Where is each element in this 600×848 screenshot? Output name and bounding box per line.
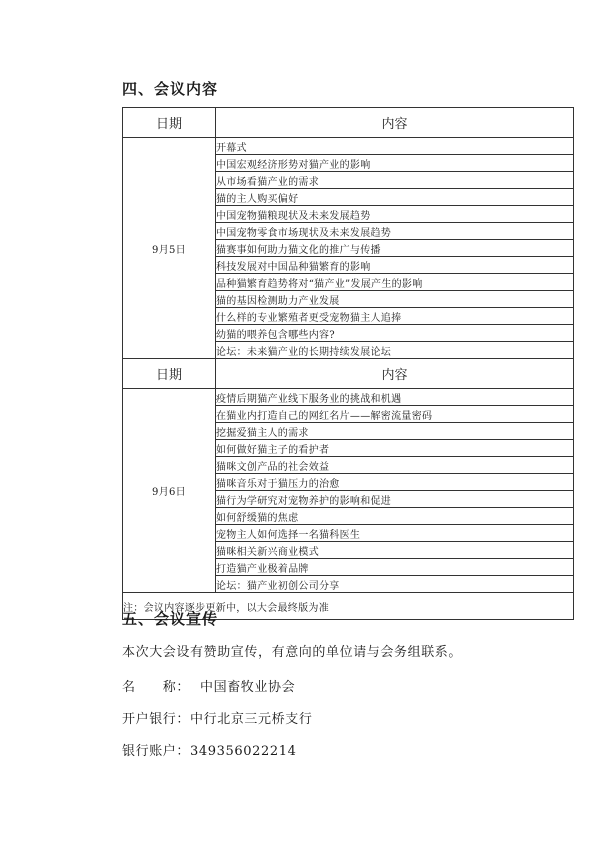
org-name-value: 中国畜牧业协会 [200,680,296,695]
org-name-label: 名 称： [122,680,191,695]
header-content: 内容 [216,108,574,138]
agenda-item: 猫行为学研究对宠物养护的影响和促进 [216,491,574,508]
agenda-item: 开幕式 [216,138,574,155]
agenda-item: 猫赛事如何助力猫文化的推广与传播 [216,240,574,257]
header-date: 日期 [123,108,216,138]
agenda-item: 猫的基因检测助力产业发展 [216,291,574,308]
agenda-item: 如何舒缓猫的焦虑 [216,508,574,525]
agenda-item: 中国宠物零食市场现状及未来发展趋势 [216,223,574,240]
header-content: 内容 [216,359,574,389]
agenda-item: 如何做好猫主子的看护者 [216,440,574,457]
bank-value: 中行北京三元桥支行 [190,712,313,727]
agenda-item: 品种猫繁育趋势将对“猫产业”发展产生的影响 [216,274,574,291]
agenda-item: 挖掘爱猫主人的需求 [216,423,574,440]
sponsor-intro: 本次大会设有赞助宣传，有意向的单位请与会务组联系。 [122,645,463,660]
agenda-item: 中国宠物猫粮现状及未来发展趋势 [216,206,574,223]
agenda-item: 论坛：未来猫产业的长期持续发展论坛 [216,342,574,359]
agenda-item: 疫情后期猫产业线下服务业的挑战和机遇 [216,389,574,406]
agenda-item: 猫咪音乐对于猫压力的治愈 [216,474,574,491]
agenda-item: 幼猫的喂养包含哪些内容? [216,325,574,342]
agenda-item: 猫的主人购买偏好 [216,189,574,206]
agenda-item: 从市场看猫产业的需求 [216,172,574,189]
account-value: 349356022214 [190,744,297,759]
table-row [123,138,574,155]
org-name-line [122,676,295,695]
agenda-item: 科技发展对中国品种猫繁育的影响 [216,257,574,274]
section-4-title: 四、会议内容 [122,80,219,98]
agenda-item: 论坛：猫产业初创公司分享 [216,576,574,593]
table-row [123,389,574,406]
bank-label: 开户银行： [122,712,191,727]
schedule-table [122,107,574,620]
account-line [122,740,296,759]
agenda-item: 猫咪相关新兴商业模式 [216,542,574,559]
section-5-title: 五、会议宣传 [122,610,219,628]
agenda-item: 打造猫产业极着品牌 [216,559,574,576]
agenda-item: 在猫业内打造自己的网红名片——解密流量密码 [216,406,574,423]
date-cell-day2: 9月6日 [123,389,216,593]
date-cell-day1: 9月5日 [123,138,216,359]
table-header-row [123,359,574,389]
table-header-row [123,108,574,138]
agenda-item: 宠物主人如何选择一名猫科医生 [216,525,574,542]
account-label: 银行账户： [122,744,191,759]
agenda-item: 什么样的专业繁殖者更受宠物猫主人追捧 [216,308,574,325]
agenda-item: 中国宏观经济形势对猫产业的影响 [216,155,574,172]
bank-line [122,708,312,727]
header-date: 日期 [123,359,216,389]
agenda-item: 猫咪文创产品的社会效益 [216,457,574,474]
table-note: 注：会议内容逐步更新中，以大会最终版为准 [123,593,574,620]
